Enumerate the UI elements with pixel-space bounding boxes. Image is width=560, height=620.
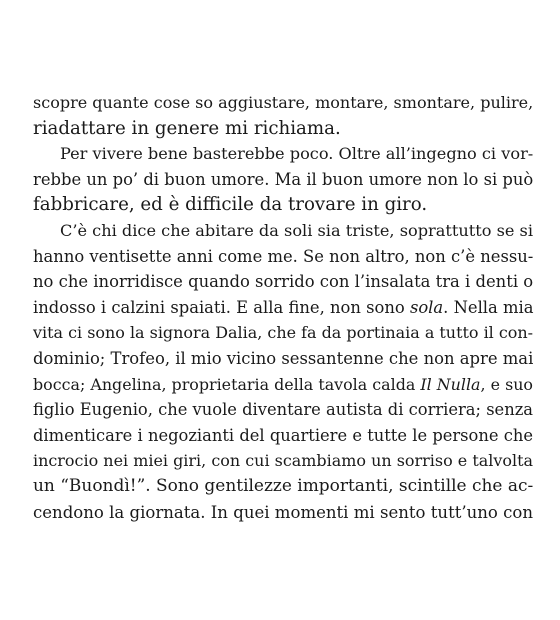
- text-line: [33, 244, 533, 270]
- text-line: [33, 474, 533, 500]
- text-segment: . Nella mia: [443, 297, 534, 317]
- text-segment: dominio; Trofeo, il mio vicino sessantenne che non apre mai: [33, 348, 534, 368]
- text-segment: rebbe un po’ di buon umore. Ma il buon umore non lo si può: [33, 169, 534, 189]
- text-line: [33, 90, 533, 116]
- text-segment: fabbricare, ed è difficile da trovare in giro.: [33, 194, 428, 216]
- text-segment: vita ci sono la signora Dalia, che fa da portinaia a tutto il con-: [33, 323, 534, 343]
- text-segment: hanno ventisette anni come me. Se non altro, non c’è nessu-: [33, 246, 534, 266]
- paragraph-1: [33, 90, 533, 141]
- text-segment: Per vivere bene basterebbe poco. Oltre all’ingegno ci vor-: [60, 144, 534, 164]
- text-segment: no che inorridisce quando sorrido con l’insalata tra i denti o: [33, 272, 534, 292]
- text-segment: riadattare in genere mi richiama.: [33, 117, 341, 139]
- text-line: [33, 346, 533, 372]
- text-segment: , e suo: [480, 374, 533, 394]
- book-page-text: [33, 90, 533, 525]
- italic-word-sola: sola: [409, 297, 444, 317]
- text-line: [33, 141, 533, 167]
- text-segment: cendono la giornata. In quei momenti mi sento tutt’uno con: [33, 502, 533, 522]
- text-line: [33, 423, 533, 449]
- text-segment: incrocio nei miei giri, con cui scambiamo un sorriso e talvolta: [33, 451, 533, 471]
- text-segment: C’è chi dice che abitare da soli sia triste, soprattutto se si: [60, 220, 533, 240]
- text-line: [33, 397, 533, 423]
- text-line: [33, 295, 533, 321]
- text-segment: bocca; Angelina, proprietaria della tavola calda: [33, 374, 421, 394]
- text-segment: dimenticare i negozianti del quartiere e tutte le persone che: [33, 425, 533, 445]
- paragraph-3: [33, 218, 533, 525]
- text-line: [33, 116, 533, 142]
- text-segment: figlio Eugenio, che vuole diventare autista di corriera; senza: [33, 400, 533, 420]
- text-line: [33, 320, 533, 346]
- text-line: [33, 218, 533, 244]
- text-segment: un “Buondì!”. Sono gentilezze importanti, scintille che ac-: [33, 475, 534, 496]
- text-segment: indosso i calzini spaiati. E alla fine, non sono: [33, 297, 410, 317]
- text-line: [33, 500, 533, 526]
- italic-title-il-nulla: Il Nulla: [420, 374, 481, 394]
- text-line: [33, 192, 533, 218]
- text-line: [33, 448, 533, 474]
- text-line: [33, 372, 533, 398]
- text-line: [33, 269, 533, 295]
- text-segment: scopre quante cose so aggiustare, montare, smontare, pulire,: [33, 93, 534, 112]
- paragraph-2: [33, 141, 533, 218]
- text-line: [33, 167, 533, 193]
